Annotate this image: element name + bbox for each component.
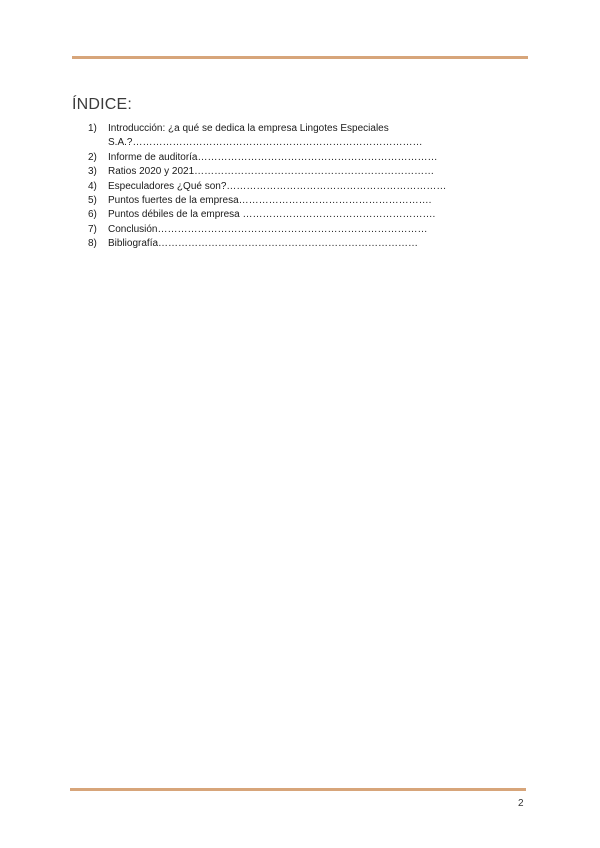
toc-item-label: Bibliografía (108, 238, 159, 250)
toc-item-leader-dots: ………………………………………………………… (226, 180, 447, 192)
toc-item-label: Informe de auditoría (108, 151, 198, 163)
toc-item-label-continued: S.A.? (108, 137, 133, 149)
page-number: 2 (518, 798, 524, 809)
toc-item-leader-dots: ……………………………………………………………………… (157, 223, 428, 235)
toc-item-especuladores[interactable] (72, 180, 447, 194)
toc-item-conclusion[interactable] (72, 223, 432, 237)
toc-item-number: 1) (88, 123, 97, 134)
toc-item-label: Puntos fuertes de la empresa (108, 195, 239, 207)
toc-item-leader-dots: …………………………………………………. (239, 209, 436, 221)
toc-item-leader-dots: …………………………………………………………………… (158, 238, 419, 250)
toc-item-leader-dots: ……………………………………………………………… (197, 151, 438, 163)
table-of-contents (72, 122, 447, 252)
toc-item-number: 5) (88, 195, 97, 207)
toc-item-label: Conclusión (108, 223, 158, 235)
toc-item-introduccion[interactable] (72, 122, 432, 151)
toc-item-puntos-fuertes[interactable] (72, 194, 432, 208)
toc-item-number: 3) (88, 166, 97, 178)
toc-item-label: Especuladores ¿Qué son? (108, 180, 227, 192)
toc-item-ratios[interactable] (72, 165, 435, 179)
toc-item-leader-dots: …………………………………………………. (238, 195, 432, 207)
toc-item-informe-auditoria[interactable] (72, 151, 438, 165)
toc-item-number: 2) (88, 151, 97, 163)
toc-item-puntos-debiles[interactable] (72, 208, 436, 222)
toc-item-number: 6) (88, 209, 97, 221)
toc-item-number: 4) (88, 180, 97, 192)
toc-item-bibliografia[interactable] (72, 237, 432, 251)
toc-title: ÍNDICE: (72, 96, 133, 113)
toc-item-label: Introducción: ¿a qué se dedica la empresa Lingotes Especiales (108, 123, 389, 134)
toc-item-label: Ratios 2020 y 2021 (108, 166, 195, 178)
toc-item-number: 7) (88, 223, 97, 235)
toc-item-leader-dots: …………………………………………………………………………… (132, 137, 423, 149)
footer-rule (70, 788, 526, 791)
toc-item-number: 8) (88, 238, 97, 250)
toc-item-label: Puntos débiles de la empresa (108, 209, 240, 221)
toc-item-leader-dots: ……………………………………………………………… (194, 166, 435, 178)
header-rule (72, 56, 528, 59)
